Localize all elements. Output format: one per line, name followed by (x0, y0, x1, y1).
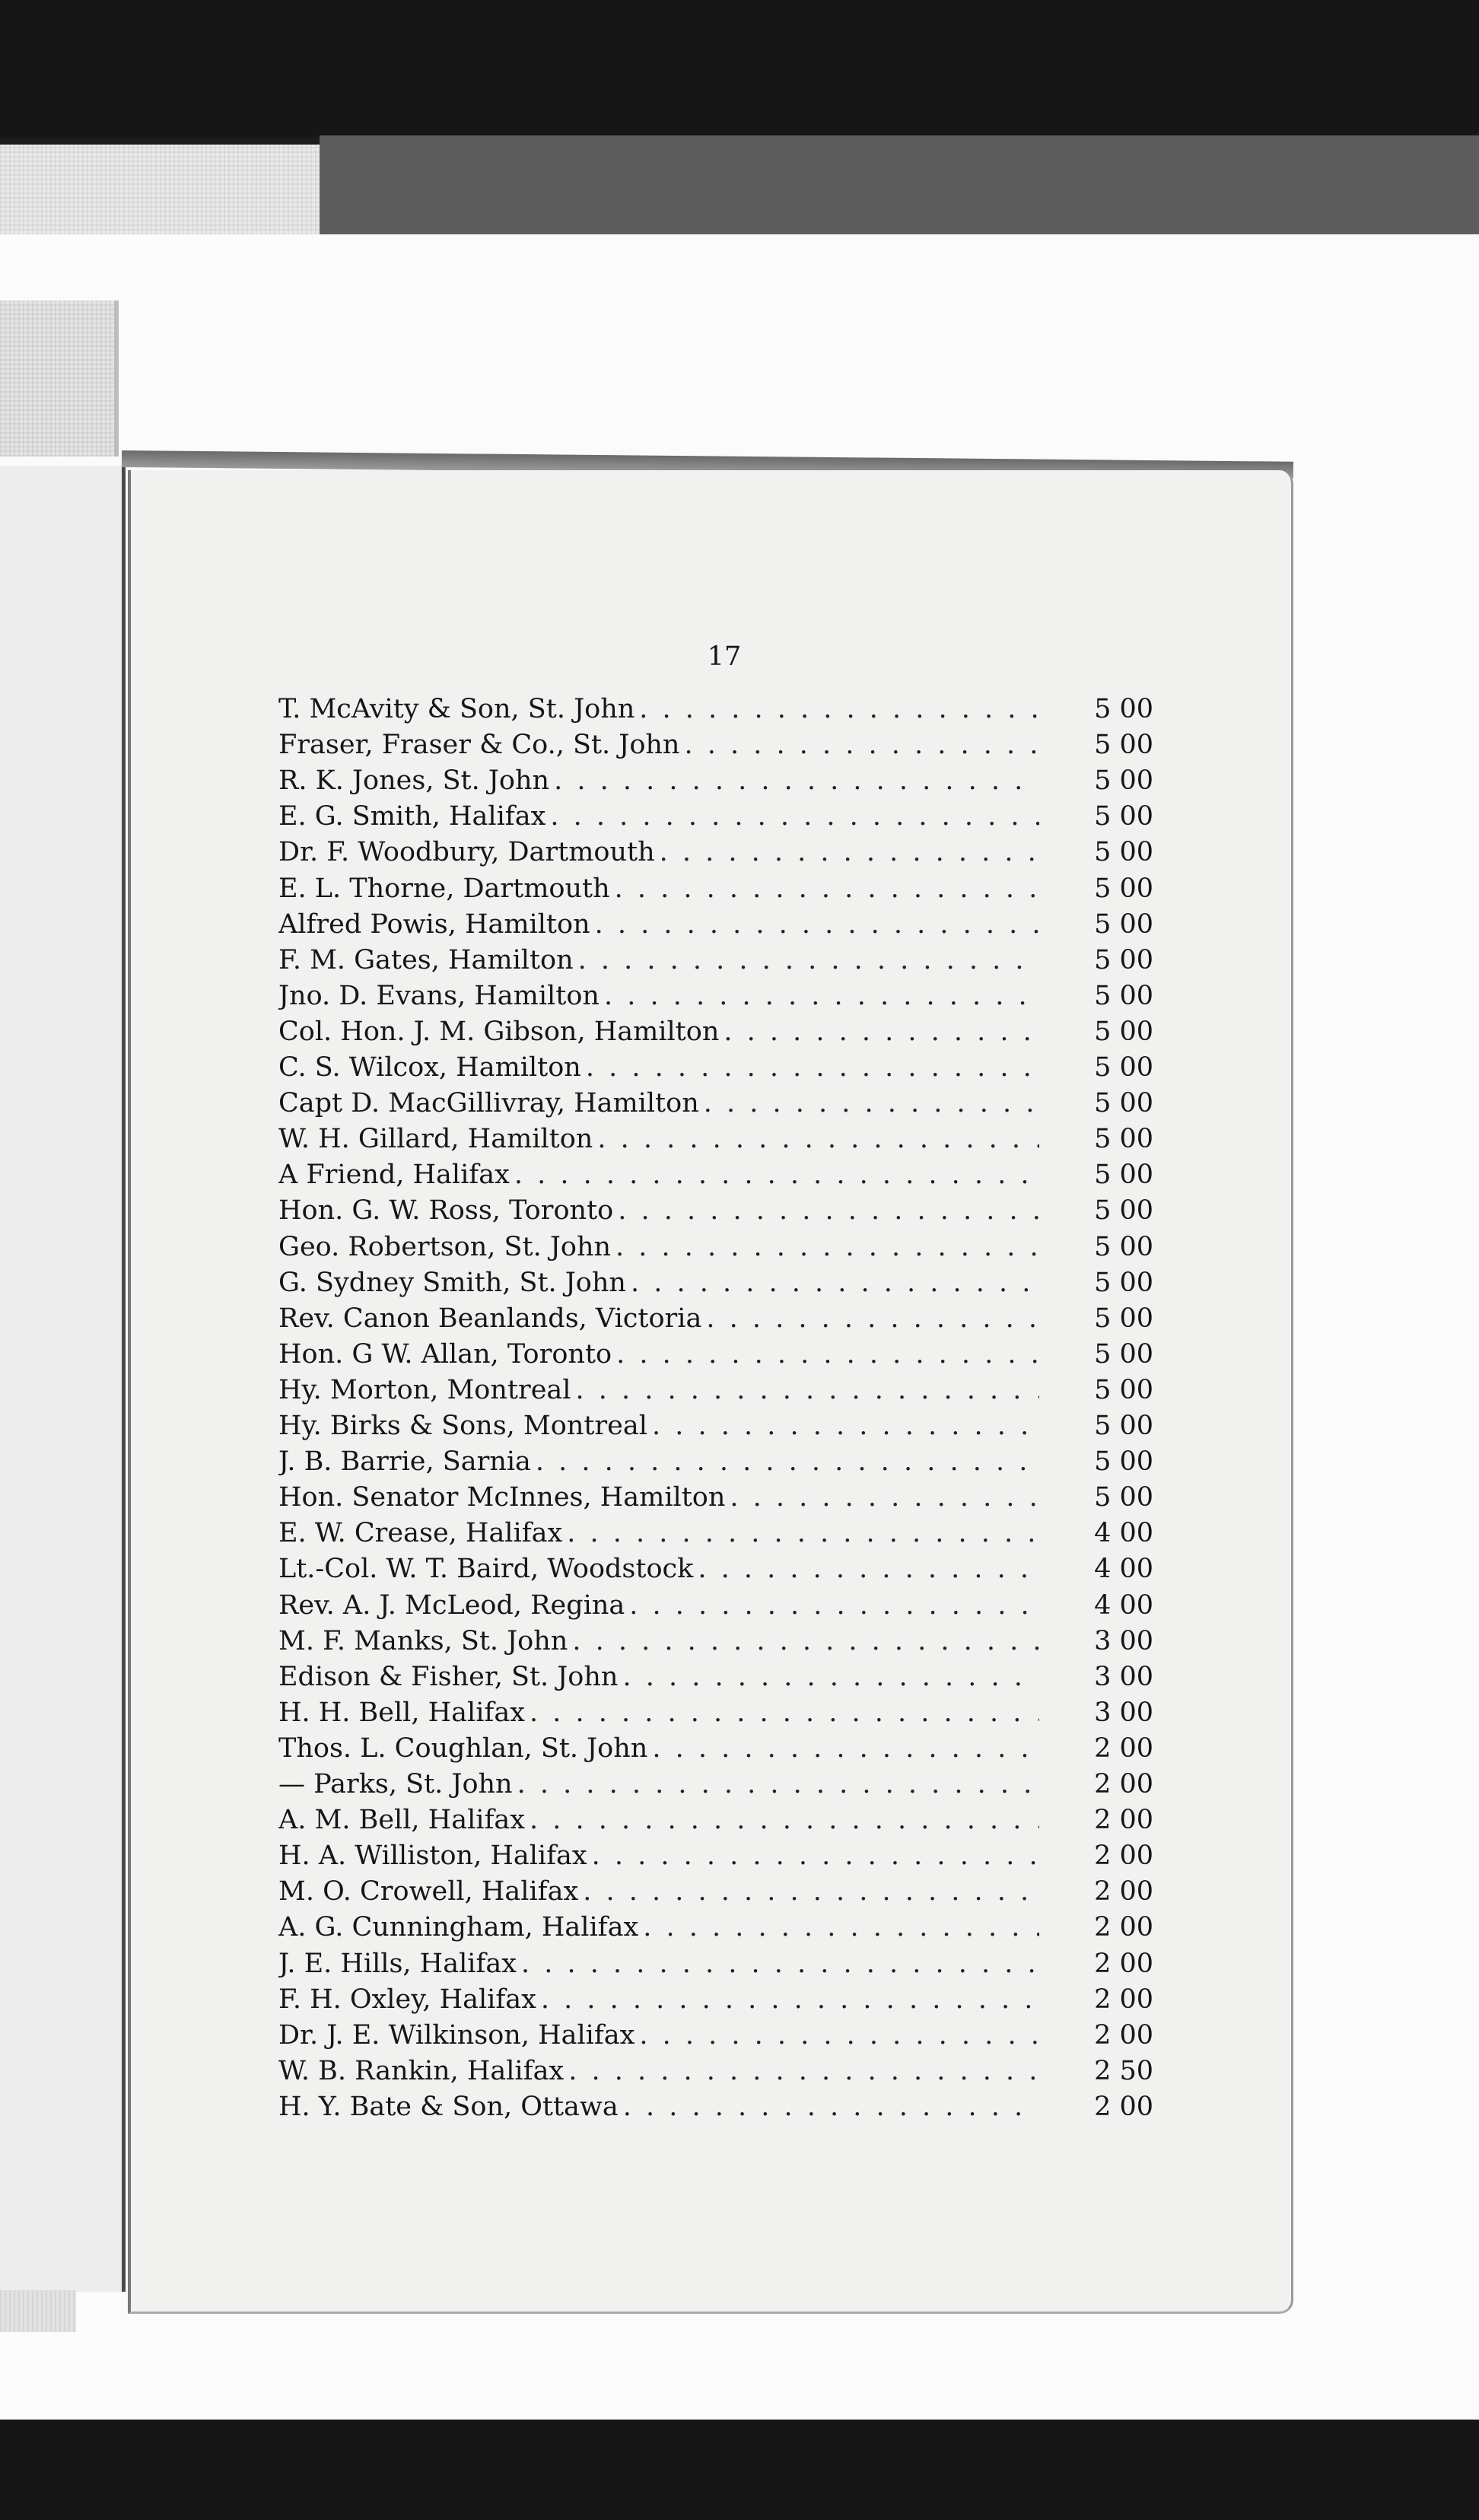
amount: 5 00 (1094, 801, 1153, 832)
dot-leader (514, 1160, 1039, 1190)
subscriber-name: E. L. Thorne, Dartmouth (278, 873, 610, 904)
list-item (278, 801, 1153, 837)
dot-leader (567, 1518, 1039, 1548)
subscriber-name: — Parks, St. John (278, 1769, 513, 1799)
list-item (278, 1446, 1153, 1482)
amount: 2 00 (1094, 1841, 1153, 1872)
list-item (278, 730, 1153, 765)
list-item (278, 1052, 1153, 1088)
dot-leader (704, 1088, 1039, 1118)
subscriber-name: H. Y. Bate & Son, Ottawa (278, 2091, 619, 2122)
amount: 2 00 (1094, 1876, 1153, 1908)
list-item (278, 2020, 1153, 2056)
subscriber-name: Jno. D. Evans, Hamilton (278, 980, 600, 1011)
amount: 5 00 (1094, 1160, 1153, 1191)
subscriber-name: M. O. Crowell, Halifax (278, 1876, 579, 1908)
dot-leader (629, 1590, 1039, 1621)
amount: 5 00 (1094, 1338, 1153, 1370)
amount: 5 00 (1094, 1016, 1153, 1047)
amount: 5 00 (1094, 1195, 1153, 1227)
dot-leader (541, 1984, 1039, 2015)
amount: 5 00 (1094, 1267, 1153, 1298)
amount: 4 00 (1094, 1554, 1153, 1585)
dot-leader (576, 1375, 1040, 1405)
amount: 4 00 (1094, 1518, 1153, 1549)
list-item (278, 1805, 1153, 1841)
subscriber-name: J. E. Hills, Halifax (278, 1948, 517, 1979)
subscriber-name: C. S. Wilcox, Hamilton (278, 1052, 581, 1083)
amount: 5 00 (1094, 1411, 1153, 1441)
list-item (278, 1769, 1153, 1805)
dot-leader (550, 801, 1039, 832)
amount: 5 00 (1094, 730, 1153, 761)
amount: 5 00 (1094, 1303, 1153, 1334)
dot-leader (706, 1303, 1039, 1334)
list-item (278, 1268, 1153, 1303)
list-item (278, 1482, 1153, 1518)
dot-leader (643, 1912, 1039, 1943)
amount: 5 00 (1094, 980, 1153, 1011)
subscriber-name: A Friend, Halifax (278, 1160, 510, 1191)
dot-leader (618, 1195, 1039, 1226)
amount: 5 00 (1094, 765, 1153, 797)
list-item (278, 1303, 1153, 1339)
dot-leader (724, 1017, 1039, 1047)
list-item (278, 981, 1153, 1017)
dot-leader (615, 1232, 1039, 1262)
scan-bottom-border (0, 2420, 1479, 2520)
subscriber-name: Geo. Robertson, St. John (278, 1231, 612, 1262)
scan-top-border (0, 0, 1479, 137)
amount: 3 00 (1094, 1697, 1153, 1728)
amount: 5 00 (1094, 1231, 1153, 1262)
dot-leader (536, 1446, 1039, 1477)
dot-leader (622, 1662, 1039, 1692)
list-item (278, 694, 1153, 730)
dot-leader (586, 1052, 1039, 1083)
subscriber-name: Hy. Morton, Montreal (278, 1374, 571, 1405)
dot-leader (652, 1733, 1039, 1764)
dot-leader (639, 2020, 1039, 2051)
dot-leader (554, 765, 1039, 796)
list-item (278, 2092, 1153, 2127)
dot-leader (583, 1876, 1039, 1907)
subscriber-name: Alfred Powis, Hamilton (278, 908, 590, 940)
amount: 5 00 (1094, 1124, 1153, 1155)
list-item (278, 837, 1153, 873)
subscriber-name: Col. Hon. J. M. Gibson, Hamilton (278, 1016, 720, 1047)
subscriber-name: Fraser, Fraser & Co., St. John (278, 730, 680, 761)
subscriber-name: Hon. G. W. Ross, Toronto (278, 1195, 614, 1227)
list-item (278, 1124, 1153, 1160)
subscriber-name: R. K. Jones, St. John (278, 765, 550, 797)
subscriber-name: Dr. F. Woodbury, Dartmouth (278, 837, 655, 868)
subscriber-name: G. Sydney Smith, St. John (278, 1267, 626, 1298)
dot-leader (616, 1339, 1039, 1370)
amount: 5 00 (1094, 908, 1153, 940)
subscriber-name: Lt.-Col. W. T. Baird, Woodstock (278, 1554, 694, 1585)
list-item (278, 1698, 1153, 1733)
subscriber-name: Rev. A. J. McLeod, Regina (278, 1589, 625, 1621)
list-item (278, 1984, 1153, 2020)
amount: 3 00 (1094, 1661, 1153, 1692)
amount: 3 00 (1094, 1625, 1153, 1656)
amount: 2 50 (1094, 2055, 1153, 2086)
amount: 5 00 (1094, 873, 1153, 904)
dot-leader (595, 909, 1039, 940)
subscriber-name: E. G. Smith, Halifax (278, 801, 546, 832)
list-item (278, 909, 1153, 945)
subscriber-name: Dr. J. E. Wilkinson, Halifax (278, 2019, 635, 2051)
binding-tape-top (0, 145, 320, 240)
subscriber-name: J. B. Barrie, Sarnia (278, 1446, 531, 1478)
amount: 2 00 (1094, 1769, 1153, 1799)
list-item (278, 1339, 1153, 1375)
subscriber-name: E. W. Crease, Halifax (278, 1518, 563, 1549)
dot-leader (572, 1626, 1039, 1656)
list-item (278, 1590, 1153, 1626)
list-item (278, 1375, 1153, 1411)
subscriber-name: H. A. Williston, Halifax (278, 1841, 587, 1872)
subscriber-name: Edison & Fisher, St. John (278, 1661, 619, 1692)
list-item (278, 1626, 1153, 1662)
subscriber-name: W. B. Rankin, Halifax (278, 2055, 565, 2086)
list-item (278, 765, 1153, 801)
list-item (278, 1876, 1153, 1912)
list-item (278, 1017, 1153, 1052)
subscriber-name: F. M. Gates, Hamilton (278, 944, 574, 975)
subscriber-name: Hy. Birks & Sons, Montreal (278, 1411, 647, 1441)
amount: 2 00 (1094, 2019, 1153, 2051)
subscriber-name: F. H. Oxley, Halifax (278, 1984, 536, 2015)
list-item (278, 1518, 1153, 1554)
amount: 5 00 (1094, 1088, 1153, 1119)
dot-leader (639, 694, 1039, 724)
dot-leader (615, 873, 1039, 904)
dot-leader (517, 1769, 1039, 1799)
dot-leader (652, 1411, 1039, 1441)
dot-leader (530, 1805, 1039, 1835)
list-item (278, 2056, 1153, 2092)
subscriber-name: Capt D. MacGillivray, Hamilton (278, 1088, 699, 1119)
binding-tape-bottom (0, 2290, 76, 2332)
dot-leader (578, 945, 1039, 975)
list-item (278, 1160, 1153, 1195)
dot-leader (698, 1554, 1039, 1584)
amount: 4 00 (1094, 1589, 1153, 1621)
subscriber-name: Rev. Canon Beanlands, Victoria (278, 1303, 702, 1334)
dot-leader (530, 1698, 1039, 1728)
amount: 2 00 (1094, 2091, 1153, 2122)
subscriber-name: T. McAvity & Son, St. John (278, 694, 635, 724)
previous-page-edge (0, 466, 126, 2292)
list-item (278, 873, 1153, 909)
amount: 2 00 (1094, 1912, 1153, 1943)
list-item (278, 1088, 1153, 1124)
dot-leader (521, 1949, 1039, 1979)
list-item (278, 1949, 1153, 1984)
amount: 5 00 (1094, 694, 1153, 724)
list-item (278, 1912, 1153, 1948)
amount: 2 00 (1094, 1984, 1153, 2015)
subscriber-name: A. G. Cunningham, Halifax (278, 1912, 639, 1943)
dot-leader (730, 1482, 1039, 1513)
list-item (278, 1733, 1153, 1769)
dot-leader (604, 981, 1039, 1011)
subscriber-name: Thos. L. Coughlan, St. John (278, 1732, 648, 1764)
amount: 5 00 (1094, 1482, 1153, 1513)
amount: 5 00 (1094, 837, 1153, 868)
list-item (278, 1554, 1153, 1589)
subscriber-name: M. F. Manks, St. John (278, 1625, 568, 1656)
list-item (278, 1195, 1153, 1231)
amount: 5 00 (1094, 1374, 1153, 1405)
scan-cover-edge (320, 135, 1479, 234)
amount: 5 00 (1094, 944, 1153, 975)
subscriber-name: W. H. Gillard, Hamilton (278, 1124, 593, 1155)
subscriber-name: Hon. Senator McInnes, Hamilton (278, 1482, 726, 1513)
dot-leader (597, 1124, 1039, 1154)
binding-tape-left (0, 301, 119, 457)
list-item (278, 945, 1153, 981)
amount: 5 00 (1094, 1446, 1153, 1478)
dot-leader (684, 730, 1039, 760)
dot-leader (568, 2056, 1039, 2086)
dot-leader (592, 1841, 1039, 1871)
amount: 5 00 (1094, 1052, 1153, 1083)
dot-leader (660, 837, 1039, 867)
list-item (278, 1411, 1153, 1446)
amount: 2 00 (1094, 1805, 1153, 1836)
subscriber-name: Hon. G W. Allan, Toronto (278, 1338, 612, 1370)
dot-leader (631, 1268, 1039, 1298)
list-item (278, 1841, 1153, 1876)
amount: 2 00 (1094, 1948, 1153, 1979)
dot-leader (623, 2092, 1039, 2122)
page-number: 17 (707, 641, 742, 672)
subscriber-name: A. M. Bell, Halifax (278, 1805, 526, 1836)
list-item (278, 1662, 1153, 1698)
amount: 2 00 (1094, 1732, 1153, 1764)
list-item (278, 1232, 1153, 1268)
subscriber-name: H. H. Bell, Halifax (278, 1697, 525, 1728)
